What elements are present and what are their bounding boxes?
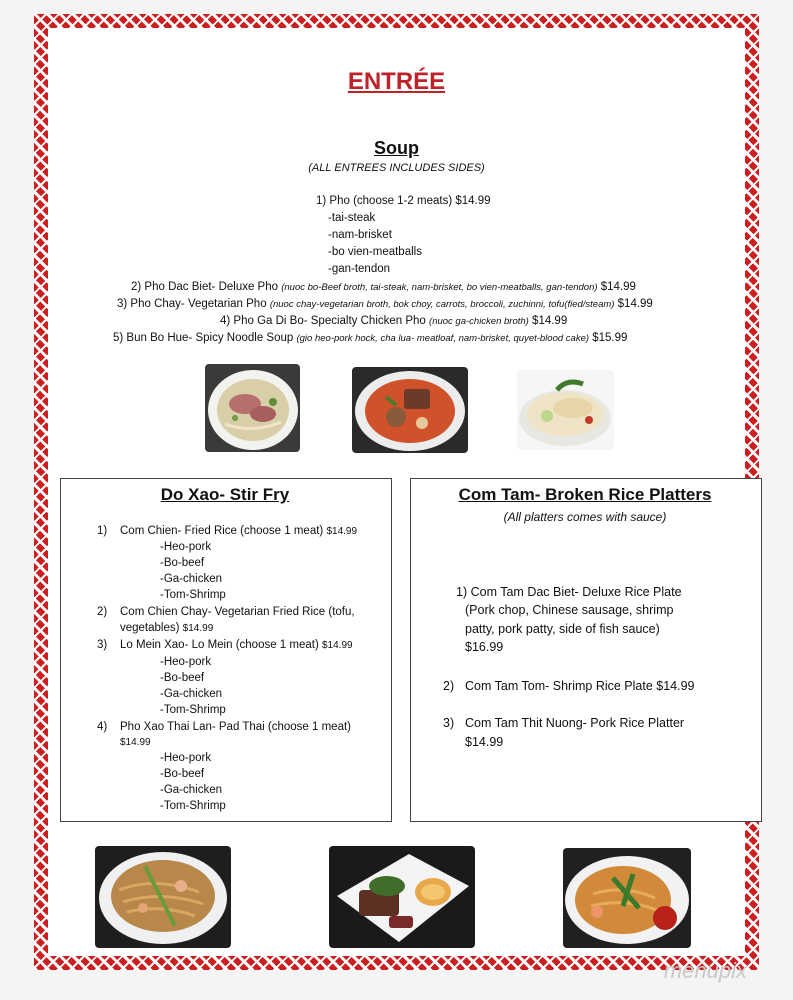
meat-option: -Tom-Shrimp — [160, 800, 226, 812]
item-name: 2) Pho Dac Biet- Deluxe Pho — [131, 281, 279, 293]
broken-rice-box — [410, 478, 762, 822]
stir-fry-item-4-price: $14.99 — [120, 737, 151, 748]
watermark: menupix — [663, 958, 747, 983]
pad-thai-photo — [563, 848, 691, 948]
meat-option: -Bo-beef — [160, 672, 205, 684]
stir-fry-item-3 — [120, 639, 353, 651]
broken-rice-item-3-price: $14.99 — [465, 735, 504, 749]
broken-rice-item-3: Com Tam Thit Nuong- Pork Rice Platter — [465, 716, 685, 730]
meat-option: -Tom-Shrimp — [160, 589, 226, 601]
item-price: $14.99 — [326, 526, 358, 537]
page-title: ENTRÉE — [347, 68, 446, 95]
soup-item-5 — [113, 332, 627, 344]
soup-item-4 — [220, 315, 567, 327]
broken-rice-item-1-line: 1) Com Tam Dac Biet- Deluxe Rice Plate — [456, 585, 682, 599]
item-price: $14.99 — [182, 623, 214, 634]
soup-item-1-meat: -nam-brisket — [328, 229, 392, 241]
soup-heading: Soup — [374, 138, 419, 158]
com-tam-photo — [329, 846, 475, 948]
stir-fry-item-4-number: 4) — [97, 721, 108, 733]
meat-option: -Heo-pork — [160, 752, 212, 764]
broken-rice-item-3-number: 3) — [443, 716, 455, 730]
meat-option: -Ga-chicken — [160, 688, 222, 700]
item-description: (nuoc chay-vegetarian broth, bok choy, carrots, broccoli, zuchinni, tofu(fied/steam) — [269, 299, 615, 310]
item-description: (nuoc ga-chicken broth) — [429, 316, 529, 327]
soup-item-1-meat: -bo vien-meatballs — [328, 246, 422, 258]
item-name: vegetables) — [120, 622, 180, 634]
stir-fry-item-1 — [120, 525, 357, 537]
stir-fry-heading: Do Xao- Stir Fry — [160, 485, 290, 504]
item-price: $14.99 — [322, 640, 353, 651]
meat-option: -Heo-pork — [160, 541, 212, 553]
item-description: (gio heo-pork hock, cha lua- meatloaf, nam-brisket, quyet-blood cake) — [296, 333, 590, 344]
broken-rice-item-1-line: (Pork chop, Chinese sausage, shrimp — [465, 603, 674, 617]
meat-option: -Bo-beef — [160, 557, 205, 569]
bun-bo-hue-photo — [352, 367, 468, 453]
broken-rice-item-2-number: 2) — [443, 679, 455, 693]
chicken-pho-photo — [517, 370, 614, 450]
meat-option: -Ga-chicken — [160, 573, 222, 585]
meat-option: -Bo-beef — [160, 768, 205, 780]
meat-option: -Tom-Shrimp — [160, 704, 226, 716]
item-name: 4) Pho Ga Di Bo- Specialty Chicken Pho — [220, 315, 426, 327]
item-name: 3) Pho Chay- Vegetarian Pho — [117, 298, 267, 310]
stir-fry-noodles-photo — [95, 846, 231, 948]
broken-rice-subtitle: (All platters comes with sauce) — [503, 510, 667, 524]
soup-subtitle: (ALL ENTREES INCLUDES SIDES) — [308, 162, 485, 174]
stir-fry-item-4-name: Pho Xao Thai Lan- Pad Thai (choose 1 meat) — [120, 721, 351, 733]
meat-option: -Ga-chicken — [160, 784, 222, 796]
meat-option: -Heo-pork — [160, 656, 212, 668]
stir-fry-item-2-number: 2) — [97, 606, 108, 618]
item-description: (nuoc bo-Beef broth, tai-steak, nam-brisket, bo vien-meatballs, gan-tendon) — [281, 282, 598, 293]
soup-item-1: 1) Pho (choose 1-2 meats) $14.99 — [316, 195, 491, 207]
broken-rice-heading: Com Tam- Broken Rice Platters — [458, 485, 712, 504]
broken-rice-item-1-price: $16.99 — [465, 640, 504, 654]
soup-item-1-meat: -gan-tendon — [328, 263, 391, 275]
item-name: 5) Bun Bo Hue- Spicy Noodle Soup — [113, 332, 294, 344]
item-price: $14.99 — [532, 315, 568, 327]
stir-fry-item-1-number: 1) — [97, 525, 108, 537]
stir-fry-item-2-cont — [120, 622, 213, 634]
item-name: Lo Mein Xao- Lo Mein (choose 1 meat) — [120, 639, 319, 651]
stir-fry-item-3-number: 3) — [97, 639, 108, 651]
item-price: $14.99 — [600, 281, 636, 293]
broken-rice-item-2: Com Tam Tom- Shrimp Rice Plate $14.99 — [465, 679, 695, 693]
pho-photo — [205, 364, 300, 452]
item-name: Com Chien- Fried Rice (choose 1 meat) — [120, 525, 324, 537]
stir-fry-item-2-name: Com Chien Chay- Vegetarian Fried Rice (tofu, — [120, 606, 355, 618]
item-price: $15.99 — [592, 332, 628, 344]
broken-rice-item-1-line: patty, pork patty, side of fish sauce) — [465, 622, 660, 636]
soup-item-1-meat: -tai-steak — [328, 212, 376, 224]
item-price: $14.99 — [617, 298, 653, 310]
soup-item-2 — [131, 281, 636, 293]
soup-item-3 — [117, 298, 653, 310]
